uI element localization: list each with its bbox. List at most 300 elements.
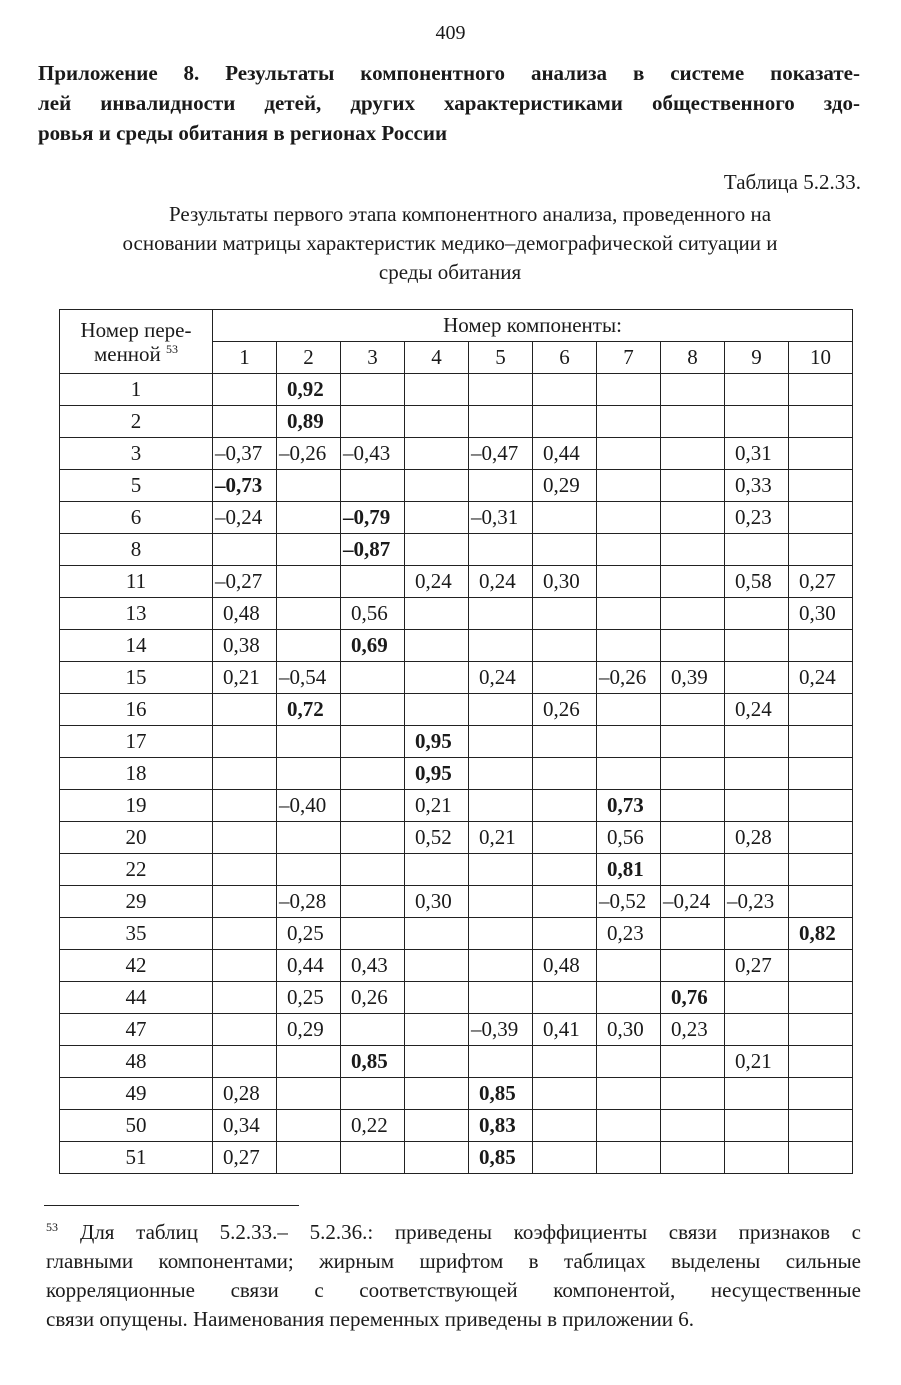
loading-cell xyxy=(789,1142,853,1174)
loading-cell xyxy=(533,1046,597,1078)
loading-cell: 0,21 xyxy=(405,790,469,822)
loading-cell xyxy=(469,534,533,566)
loading-cell: –0,87 xyxy=(341,534,405,566)
loading-cell xyxy=(725,790,789,822)
appendix-heading xyxy=(38,58,860,148)
loading-cell xyxy=(789,630,853,662)
footnote-text: Для таблиц 5.2.33.– 5.2.36.: приведены коэффициенты связи признаков с xyxy=(80,1220,861,1244)
loading-cell xyxy=(405,854,469,886)
loading-cell xyxy=(789,470,853,502)
loading-cell xyxy=(789,790,853,822)
loading-cell xyxy=(661,502,725,534)
loading-cell: 0,25 xyxy=(277,982,341,1014)
loading-cell: 0,56 xyxy=(341,598,405,630)
loading-cell xyxy=(597,1078,661,1110)
loading-cell xyxy=(661,822,725,854)
loading-cell xyxy=(277,1046,341,1078)
loading-cell xyxy=(213,374,277,406)
variable-header-line: Номер пере- xyxy=(80,317,192,342)
loading-cell xyxy=(469,470,533,502)
loading-cell xyxy=(661,1110,725,1142)
loading-cell xyxy=(405,630,469,662)
loading-cell xyxy=(789,726,853,758)
table-row xyxy=(60,1078,853,1110)
loading-cell: 0,76 xyxy=(661,982,725,1014)
loading-cell xyxy=(533,1078,597,1110)
table-row xyxy=(60,886,853,918)
loading-cell xyxy=(341,470,405,502)
loading-cell: 0,21 xyxy=(213,662,277,694)
table-row xyxy=(60,854,853,886)
loading-cell xyxy=(789,1014,853,1046)
loading-cell xyxy=(277,598,341,630)
loading-cell xyxy=(789,406,853,438)
loading-cell: 0,24 xyxy=(469,566,533,598)
variable-number-cell: 51 xyxy=(60,1142,213,1174)
loading-cell xyxy=(789,886,853,918)
loading-cell xyxy=(277,854,341,886)
loading-cell xyxy=(277,470,341,502)
loading-cell: –0,37 xyxy=(213,438,277,470)
loading-cell xyxy=(213,950,277,982)
footnote-line: связи опущены. Наименования переменных приведены в приложении 6. xyxy=(46,1307,695,1331)
loading-cell xyxy=(789,1046,853,1078)
table-caption-line: Результаты первого этапа компонентного анализа, проведенного на xyxy=(168,202,772,226)
loading-cell xyxy=(597,470,661,502)
component-number-cell: 8 xyxy=(661,342,725,374)
loading-cell xyxy=(405,406,469,438)
loading-cell xyxy=(277,1142,341,1174)
loading-cell xyxy=(341,726,405,758)
loading-cell xyxy=(661,1142,725,1174)
footnote-reference: 53 xyxy=(166,341,179,356)
loading-cell xyxy=(405,1078,469,1110)
loading-cell: 0,30 xyxy=(789,598,853,630)
loading-cell: 0,52 xyxy=(405,822,469,854)
component-number-cell: 5 xyxy=(469,342,533,374)
component-number-header: Номер компоненты: xyxy=(213,310,853,342)
footnote-line xyxy=(46,1213,861,1247)
table-caption-line: среды обитания xyxy=(378,260,522,284)
component-number-cell: 1 xyxy=(213,342,277,374)
loading-cell xyxy=(341,374,405,406)
table-row xyxy=(60,950,853,982)
loading-cell xyxy=(213,886,277,918)
appendix-heading-line: Приложение 8. Результаты компонентного анализа в системе показате- xyxy=(38,61,860,85)
loading-cell xyxy=(725,982,789,1014)
variable-number-cell: 35 xyxy=(60,918,213,950)
variable-number-cell: 5 xyxy=(60,470,213,502)
loading-cell: –0,43 xyxy=(341,438,405,470)
footnote-mark: 53 xyxy=(46,1220,58,1234)
loading-cell xyxy=(725,726,789,758)
loading-cell: 0,33 xyxy=(725,470,789,502)
loading-cell: 0,44 xyxy=(533,438,597,470)
loading-cell xyxy=(789,374,853,406)
component-number-cell: 4 xyxy=(405,342,469,374)
loading-cell xyxy=(213,790,277,822)
loading-cell: –0,27 xyxy=(213,566,277,598)
loading-cell: 0,23 xyxy=(661,1014,725,1046)
loading-cell: 0,24 xyxy=(405,566,469,598)
variable-number-cell: 18 xyxy=(60,758,213,790)
loading-cell xyxy=(661,566,725,598)
loading-cell xyxy=(789,534,853,566)
loading-cell: 0,23 xyxy=(725,502,789,534)
loading-cell xyxy=(661,694,725,726)
loading-cell xyxy=(277,1110,341,1142)
loading-cell: 0,83 xyxy=(469,1110,533,1142)
loading-cell: 0,24 xyxy=(469,662,533,694)
loading-cell xyxy=(789,694,853,726)
table-row xyxy=(60,982,853,1014)
loading-cell xyxy=(661,1078,725,1110)
loading-cell: 0,43 xyxy=(341,950,405,982)
loading-cell xyxy=(277,1078,341,1110)
loading-cell xyxy=(277,630,341,662)
loading-cell xyxy=(469,726,533,758)
variable-number-cell: 49 xyxy=(60,1078,213,1110)
table-number: Таблица 5.2.33. xyxy=(723,170,861,194)
loading-cell xyxy=(213,982,277,1014)
loading-cell xyxy=(405,918,469,950)
table-row xyxy=(60,470,853,502)
variable-number-cell: 20 xyxy=(60,822,213,854)
loading-cell xyxy=(405,694,469,726)
component-number-cell: 10 xyxy=(789,342,853,374)
loading-cell xyxy=(277,822,341,854)
variable-number-cell: 44 xyxy=(60,982,213,1014)
loading-cell xyxy=(533,534,597,566)
loading-cell xyxy=(533,662,597,694)
loading-cell xyxy=(405,502,469,534)
variable-number-cell: 1 xyxy=(60,374,213,406)
loading-cell xyxy=(341,662,405,694)
variable-number-header xyxy=(60,310,213,374)
loading-cell: –0,47 xyxy=(469,438,533,470)
loading-cell xyxy=(469,886,533,918)
loading-cell xyxy=(213,1014,277,1046)
loading-cell xyxy=(789,1078,853,1110)
loading-cell xyxy=(469,406,533,438)
table-row xyxy=(60,758,853,790)
loading-cell xyxy=(213,534,277,566)
table-row xyxy=(60,438,853,470)
loading-cell xyxy=(661,374,725,406)
variable-number-cell: 47 xyxy=(60,1014,213,1046)
table-row xyxy=(60,406,853,438)
loading-cell xyxy=(213,694,277,726)
loading-cell: 0,41 xyxy=(533,1014,597,1046)
loading-cell xyxy=(533,1142,597,1174)
loading-cell xyxy=(661,406,725,438)
table-row xyxy=(60,1014,853,1046)
loading-cell xyxy=(725,1142,789,1174)
table-row xyxy=(60,918,853,950)
loading-cell xyxy=(469,374,533,406)
loading-cell xyxy=(661,534,725,566)
loading-cell xyxy=(661,854,725,886)
variable-number-cell: 2 xyxy=(60,406,213,438)
loading-cell xyxy=(277,726,341,758)
loading-cell: 0,58 xyxy=(725,566,789,598)
loading-cell xyxy=(533,598,597,630)
loading-cell: 0,21 xyxy=(469,822,533,854)
footnote-divider xyxy=(44,1205,299,1206)
loading-cell xyxy=(533,982,597,1014)
table-row xyxy=(60,662,853,694)
loading-cell xyxy=(405,1014,469,1046)
loading-cell xyxy=(533,854,597,886)
loading-cell: 0,27 xyxy=(789,566,853,598)
loading-cell xyxy=(661,918,725,950)
table-row xyxy=(60,598,853,630)
loading-cell xyxy=(341,758,405,790)
loading-cell: 0,48 xyxy=(533,950,597,982)
loading-cell: 0,27 xyxy=(725,950,789,982)
variable-number-cell: 42 xyxy=(60,950,213,982)
loading-cell xyxy=(469,790,533,822)
variable-number-cell: 14 xyxy=(60,630,213,662)
loading-cell xyxy=(533,918,597,950)
loading-cell xyxy=(597,502,661,534)
loading-cell xyxy=(469,854,533,886)
loading-cell xyxy=(341,822,405,854)
loading-cell: –0,52 xyxy=(597,886,661,918)
loading-cell: 0,29 xyxy=(533,470,597,502)
loading-cell xyxy=(533,790,597,822)
loading-cell xyxy=(725,374,789,406)
footnote-line: корреляционные связи с соответствующей компонентой, несущественные xyxy=(46,1278,861,1302)
loading-cell xyxy=(789,502,853,534)
loading-cell xyxy=(597,406,661,438)
loading-cell: 0,34 xyxy=(213,1110,277,1142)
loading-cell xyxy=(405,598,469,630)
loading-cell xyxy=(597,1110,661,1142)
loading-cell xyxy=(469,630,533,662)
loading-cell: 0,69 xyxy=(341,630,405,662)
loading-cell xyxy=(277,566,341,598)
loading-cell xyxy=(597,1142,661,1174)
loading-cell xyxy=(533,502,597,534)
page-number: 409 xyxy=(435,22,466,44)
variable-number-cell: 6 xyxy=(60,502,213,534)
loading-cell xyxy=(341,406,405,438)
loading-cell xyxy=(341,566,405,598)
variable-number-cell: 13 xyxy=(60,598,213,630)
loading-cell: –0,23 xyxy=(725,886,789,918)
loading-cell xyxy=(789,950,853,982)
loading-cell xyxy=(533,630,597,662)
loading-cell xyxy=(341,854,405,886)
table-body xyxy=(60,374,853,1174)
loading-cell: 0,38 xyxy=(213,630,277,662)
table-row xyxy=(60,566,853,598)
loading-cell xyxy=(597,534,661,566)
loading-cell xyxy=(597,726,661,758)
table-row xyxy=(60,534,853,566)
variable-number-cell: 22 xyxy=(60,854,213,886)
loading-cell xyxy=(341,1078,405,1110)
loading-cell xyxy=(405,374,469,406)
loading-cell xyxy=(597,438,661,470)
loading-cell xyxy=(661,1046,725,1078)
loading-cell xyxy=(725,1078,789,1110)
loading-cell xyxy=(597,630,661,662)
loading-cell xyxy=(341,790,405,822)
loading-cell xyxy=(725,598,789,630)
appendix-heading-line: ровья и среды обитания в регионах России xyxy=(38,121,448,145)
table-row xyxy=(60,726,853,758)
variable-number-cell: 11 xyxy=(60,566,213,598)
loading-cell xyxy=(597,694,661,726)
loading-cell: 0,95 xyxy=(405,726,469,758)
loading-cell xyxy=(661,438,725,470)
loading-cell: 0,81 xyxy=(597,854,661,886)
loading-cell: 0,82 xyxy=(789,918,853,950)
variable-number-cell: 16 xyxy=(60,694,213,726)
table-row xyxy=(60,1142,853,1174)
component-number-cell: 2 xyxy=(277,342,341,374)
loading-cell: 0,26 xyxy=(533,694,597,726)
loading-cell xyxy=(661,726,725,758)
loading-cell: 0,73 xyxy=(597,790,661,822)
loading-cell xyxy=(789,982,853,1014)
loading-cell xyxy=(213,726,277,758)
component-number-cell: 6 xyxy=(533,342,597,374)
table-row xyxy=(60,1046,853,1078)
loading-cell xyxy=(277,758,341,790)
loading-cell xyxy=(405,1046,469,1078)
component-number-cell: 3 xyxy=(341,342,405,374)
loading-cell: 0,23 xyxy=(597,918,661,950)
loading-cell xyxy=(213,822,277,854)
loading-cell xyxy=(597,566,661,598)
loading-cell: –0,24 xyxy=(661,886,725,918)
loading-cell: 0,85 xyxy=(469,1142,533,1174)
component-number-cell: 7 xyxy=(597,342,661,374)
loading-cell xyxy=(533,758,597,790)
component-loadings-table xyxy=(59,309,853,1174)
table-row xyxy=(60,630,853,662)
appendix-heading-line: лей инвалидности детей, других характеристиками общественного здо- xyxy=(38,91,860,115)
loading-cell xyxy=(405,1142,469,1174)
variable-number-cell: 29 xyxy=(60,886,213,918)
loading-cell: 0,25 xyxy=(277,918,341,950)
loading-cell: –0,73 xyxy=(213,470,277,502)
loading-cell xyxy=(597,598,661,630)
table-caption-line: основании матрицы характеристик медико–демографической ситуации и xyxy=(122,231,778,255)
loading-cell xyxy=(661,758,725,790)
loading-cell: 0,22 xyxy=(341,1110,405,1142)
loading-cell xyxy=(789,854,853,886)
loading-cell: –0,40 xyxy=(277,790,341,822)
loading-cell xyxy=(661,598,725,630)
loading-cell xyxy=(341,694,405,726)
loading-cell xyxy=(597,950,661,982)
loading-cell: 0,26 xyxy=(341,982,405,1014)
loading-cell: –0,26 xyxy=(597,662,661,694)
loading-cell xyxy=(469,598,533,630)
loading-cell xyxy=(789,822,853,854)
loading-cell xyxy=(213,406,277,438)
loading-cell xyxy=(277,502,341,534)
loading-cell xyxy=(533,374,597,406)
variable-number-cell: 19 xyxy=(60,790,213,822)
table-caption xyxy=(40,200,860,287)
loading-cell xyxy=(597,758,661,790)
loading-cell xyxy=(725,758,789,790)
loading-cell xyxy=(341,1142,405,1174)
variable-number-cell: 17 xyxy=(60,726,213,758)
loading-cell: 0,92 xyxy=(277,374,341,406)
loading-cell: 0,29 xyxy=(277,1014,341,1046)
loading-cell xyxy=(405,982,469,1014)
footnote-line: главными компонентами; жирным шрифтом в таблицах выделены сильные xyxy=(46,1249,861,1273)
loading-cell xyxy=(405,470,469,502)
loading-cell: 0,21 xyxy=(725,1046,789,1078)
table-row xyxy=(60,790,853,822)
loading-cell xyxy=(469,918,533,950)
loading-cell xyxy=(405,438,469,470)
loading-cell xyxy=(725,630,789,662)
loading-cell xyxy=(469,694,533,726)
loading-cell: –0,31 xyxy=(469,502,533,534)
loading-cell xyxy=(597,982,661,1014)
loading-cell: –0,39 xyxy=(469,1014,533,1046)
loading-cell xyxy=(725,1014,789,1046)
loading-cell xyxy=(725,662,789,694)
loading-cell: –0,79 xyxy=(341,502,405,534)
loading-cell xyxy=(469,950,533,982)
table-header-row xyxy=(60,310,853,342)
loading-cell xyxy=(405,1110,469,1142)
loading-cell xyxy=(533,1110,597,1142)
loading-cell xyxy=(213,918,277,950)
variable-number-cell: 8 xyxy=(60,534,213,566)
loading-cell xyxy=(277,534,341,566)
footnote xyxy=(46,1213,861,1334)
loading-cell: 0,30 xyxy=(405,886,469,918)
loading-cell: 0,27 xyxy=(213,1142,277,1174)
loading-cell xyxy=(469,758,533,790)
loading-cell xyxy=(213,854,277,886)
loading-cell xyxy=(533,886,597,918)
loading-cell xyxy=(341,918,405,950)
loading-cell: –0,24 xyxy=(213,502,277,534)
table-row xyxy=(60,1110,853,1142)
loading-cell xyxy=(597,1046,661,1078)
loading-cell: 0,30 xyxy=(597,1014,661,1046)
variable-number-cell: 3 xyxy=(60,438,213,470)
loading-cell xyxy=(469,982,533,1014)
loading-cell xyxy=(661,630,725,662)
loading-cell: 0,89 xyxy=(277,406,341,438)
loading-cell xyxy=(789,438,853,470)
loading-cell: 0,85 xyxy=(469,1078,533,1110)
loading-cell: 0,72 xyxy=(277,694,341,726)
table-row xyxy=(60,694,853,726)
loading-cell: –0,26 xyxy=(277,438,341,470)
variable-number-cell: 50 xyxy=(60,1110,213,1142)
loading-cell: 0,28 xyxy=(213,1078,277,1110)
loading-cell: –0,54 xyxy=(277,662,341,694)
variable-number-cell: 15 xyxy=(60,662,213,694)
loading-cell xyxy=(725,534,789,566)
loading-cell xyxy=(213,758,277,790)
loading-cell xyxy=(533,822,597,854)
variable-number-cell: 48 xyxy=(60,1046,213,1078)
